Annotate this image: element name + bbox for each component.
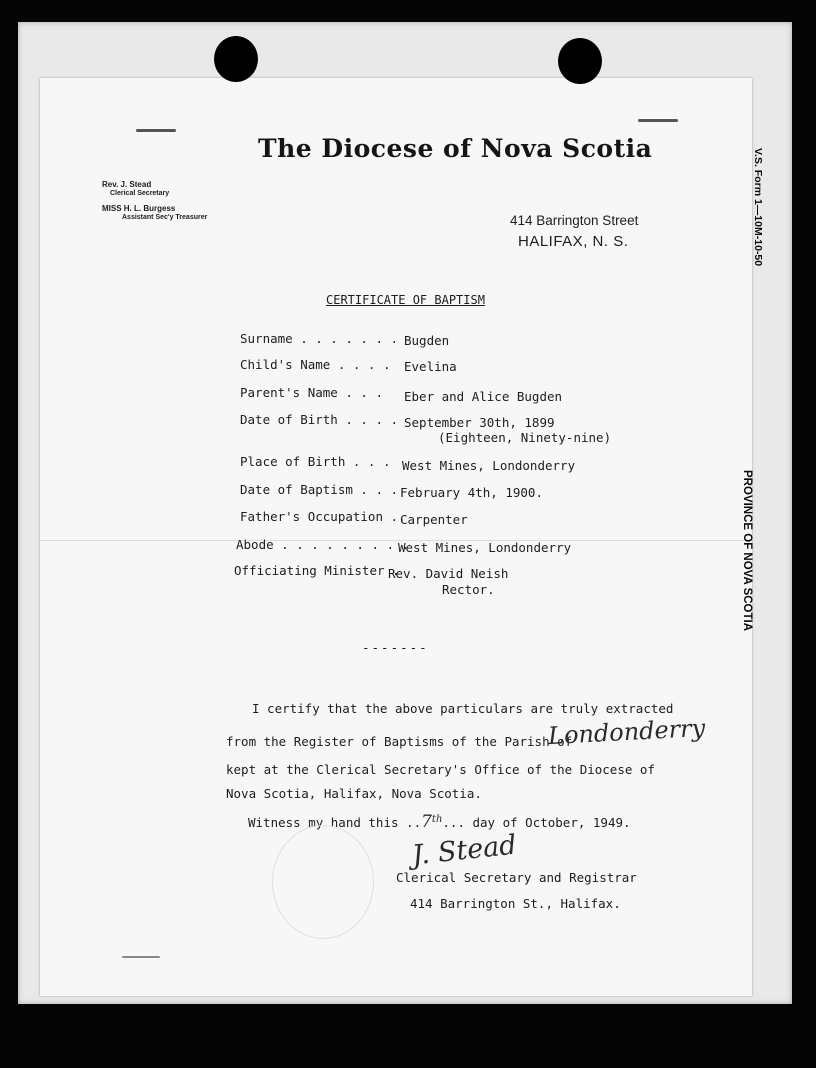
field-label-place-of-birth: Place of Birth . . . [240, 454, 391, 469]
witness-prefix: Witness my hand this .. [248, 815, 422, 830]
signature-handwritten: J. Stead [410, 829, 518, 872]
staple-mark-bottom [122, 956, 160, 958]
attestation-line-4: Nova Scotia, Halifax, Nova Scotia. [226, 786, 482, 801]
separator-line: ------- [362, 640, 429, 655]
field-label-surname: Surname . . . . . . . [240, 331, 399, 346]
field-value-child-name: Evelina [404, 359, 457, 374]
field-value-abode: West Mines, Londonderry [398, 540, 572, 555]
staple-mark-left [136, 129, 176, 132]
witness-day-suffix: th [431, 813, 443, 825]
field-value-date-of-baptism: February 4th, 1900. [400, 485, 543, 500]
signature-title: Clerical Secretary and Registrar [396, 870, 637, 885]
field-label-date-of-birth: Date of Birth . . . . [240, 412, 399, 427]
witness-day-handwritten: 7 [421, 812, 432, 832]
field-value-parent-name: Eber and Alice Bugden [404, 389, 563, 404]
attestation-line-1: I certify that the above particulars are truly extracted [252, 701, 674, 716]
address-city: HALIFAX, N. S. [518, 233, 629, 250]
address-street: 414 Barrington Street [510, 213, 639, 228]
field-value-surname: Bugden [404, 333, 450, 348]
officer-role: Assistant Sec'y Treasurer [122, 214, 208, 221]
certificate-title: CERTIFICATE OF BAPTISM [326, 293, 485, 307]
field-label-father-occupation: Father's Occupation .. [240, 509, 406, 524]
field-value-date-of-birth: September 30th, 1899 [404, 415, 555, 430]
field-value-place-of-birth: West Mines, Londonderry [402, 458, 576, 473]
punch-hole-left [214, 36, 258, 82]
punch-hole-right [558, 38, 602, 84]
field-label-child-name: Child's Name . . . . [240, 357, 391, 372]
staple-mark-right [638, 119, 678, 122]
province-label: PROVINCE OF NOVA SCOTIA [741, 470, 753, 632]
field-value-date-of-birth-words: (Eighteen, Ninety-nine) [438, 430, 612, 445]
attestation-line-2: from the Register of Baptisms of the Parish of [226, 734, 573, 749]
field-label-parent-name: Parent's Name . . . [240, 385, 383, 400]
field-value-officiating-minister: Rev. David Neish [388, 566, 509, 581]
embossed-seal [272, 825, 374, 939]
field-label-abode: Abode . . . . . . . . . [236, 537, 410, 552]
attestation-line-3: kept at the Clerical Secretary's Office of the Diocese of [226, 762, 655, 777]
field-value-father-occupation: Carpenter [400, 512, 468, 527]
field-label-date-of-baptism: Date of Baptism . . . [240, 482, 399, 497]
field-value-minister-title: Rector. [442, 582, 495, 597]
diocese-title: The Diocese of Nova Scotia [258, 134, 653, 163]
field-label-officiating-minister: Officiating Minister . [234, 563, 400, 578]
officer-role: Clerical Secretary [110, 190, 170, 197]
parish-handwritten: Londonderry [547, 713, 706, 751]
officer-name: Rev. J. Stead [102, 180, 152, 189]
witness-suffix: ... day of October, 1949. [442, 815, 631, 830]
signature-address: 414 Barrington St., Halifax. [410, 896, 621, 911]
officers-block [102, 180, 207, 222]
officer-name: MISS H. L. Burgess [102, 204, 176, 213]
form-number-label: V.S. Form 1—10M-10-50 [752, 148, 764, 267]
